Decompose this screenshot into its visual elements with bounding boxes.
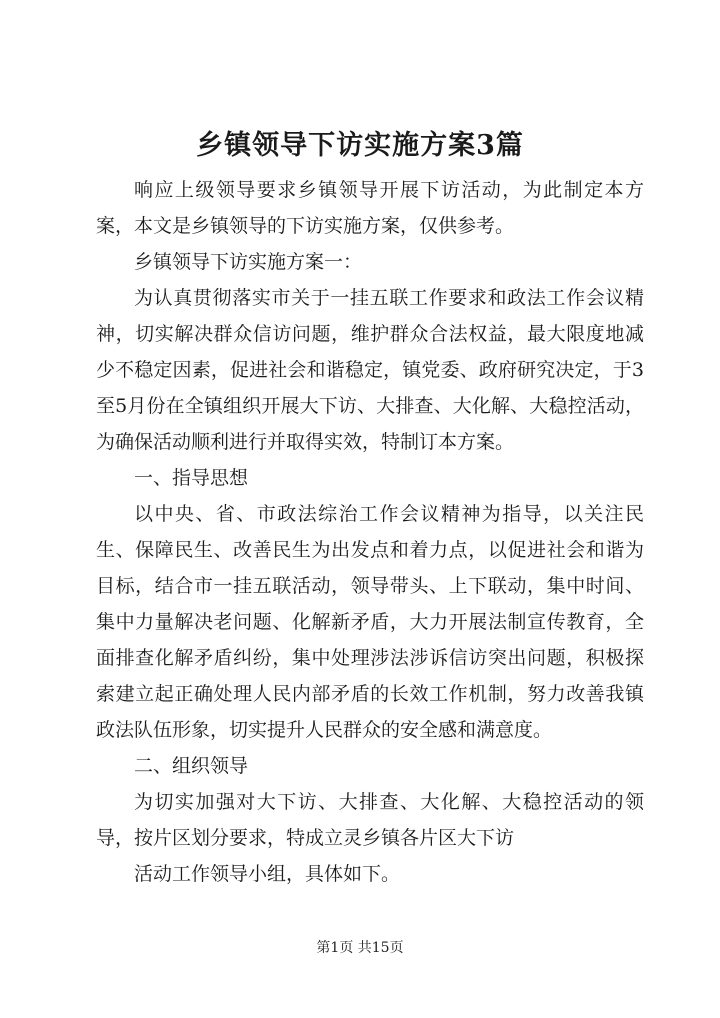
paragraph-intro: 响应上级领导要求乡镇领导开展下访活动，为此制定本方案，本文是乡镇领导的下访实施方案，仅供参考。 [96, 179, 644, 237]
page-footer: 第1页 共15页 [316, 940, 404, 956]
page-title: 乡镇领导下访实施方案3篇 [196, 130, 524, 161]
paragraph-leadership-cont: 活动工作领导小组，具体如下。 [134, 863, 401, 885]
document-body [96, 172, 644, 892]
paragraph-guiding-thought: 以中央、省、市政法综治工作会议精神为指导，以关注民生、保障民生、改善民生为出发点和着力点，以促进社会和谐为目标，结合市一挂五联活动，领导带头、上下联动，集中时间、集中力量解决老问题、化解新矛盾，大力开展法制宣传教育，全面排查化解矛盾纠纷，集中处理涉法涉诉信访突出问题，积极探索建立起正确处理人民内部矛盾的长效工作机制，努力改善我镇政法队伍形象，切实提升人民群众的安全感和满意度。 [96, 503, 644, 741]
section-heading-guiding-thought: 一、指导思想 [134, 467, 249, 489]
section-heading-leadership: 二、组织领导 [134, 755, 249, 777]
paragraph-plan-body: 为认真贯彻落实市关于一挂五联工作要求和政法工作会议精神，切实解决群众信访问题，维护群众合法权益，最大限度地减少不稳定因素，促进社会和谐稳定，镇党委、政府研究决定，于3至5月份在全镇组织开展大下访、大排查、大化解、大稳控活动，为确保活动顺利进行并取得实效，特制订本方案。 [96, 287, 644, 453]
paragraph-plan-heading: 乡镇领导下访实施方案一： [134, 251, 363, 273]
paragraph-leadership: 为切实加强对大下访、大排查、大化解、大稳控活动的领导，按片区划分要求，特成立灵乡镇各片区大下访 [96, 791, 644, 849]
